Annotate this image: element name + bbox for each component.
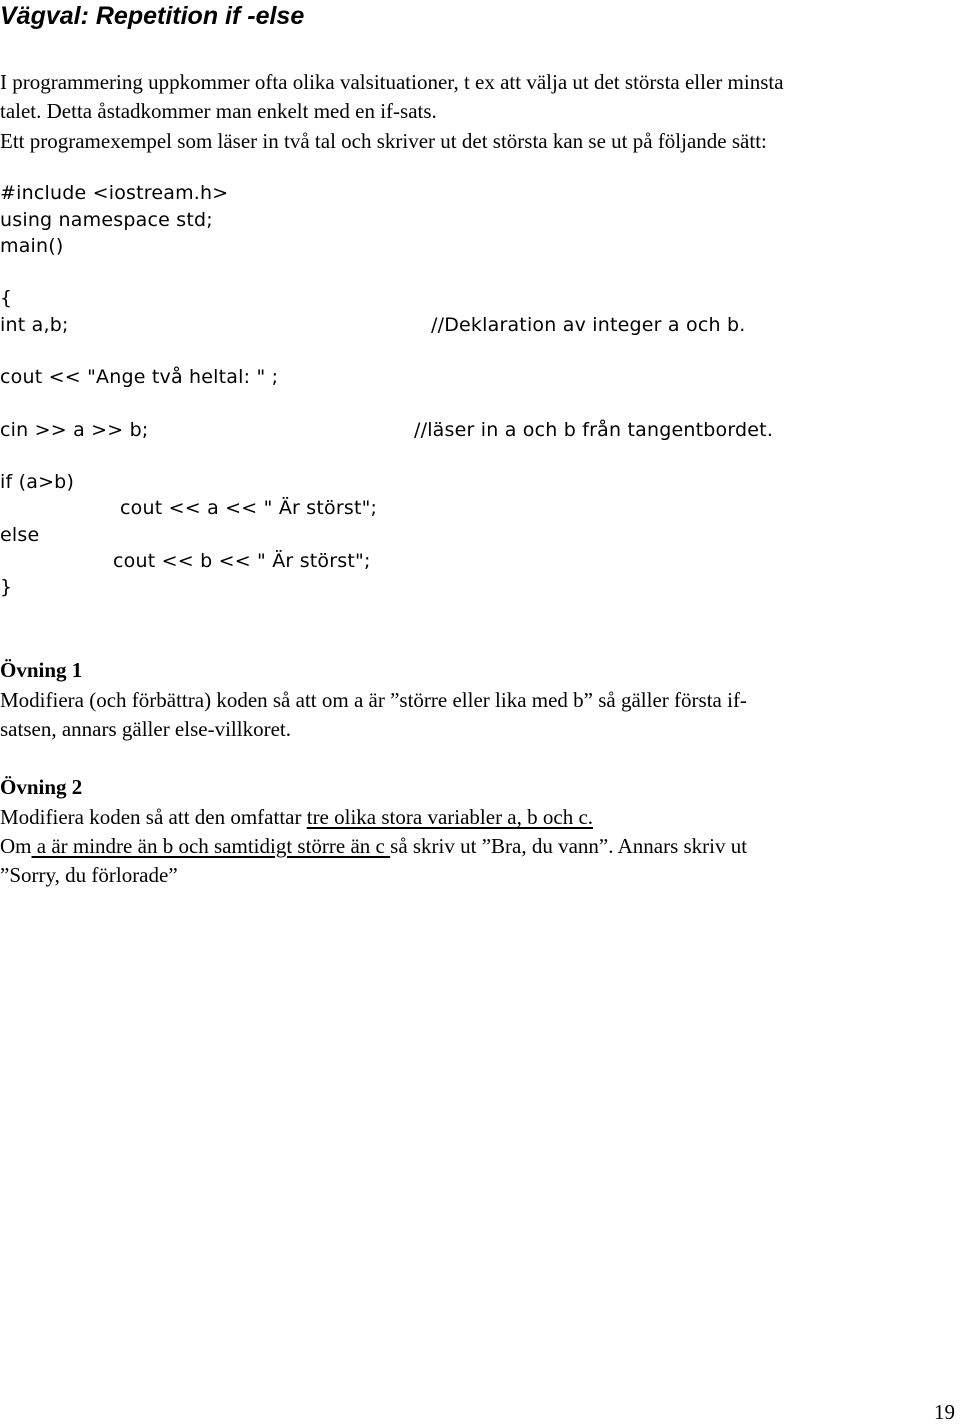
exercise-1-line-2: satsen, annars gäller else-villkoret. bbox=[0, 717, 291, 741]
page-number: 19 bbox=[934, 1400, 955, 1424]
code-line-cout-a: cout << a << " Är störst"; bbox=[120, 497, 378, 519]
code-line-cin: cin >> a >> b; bbox=[0, 419, 149, 441]
code-line-cout-b: cout << b << " Är störst"; bbox=[113, 550, 371, 572]
exercise-2-line-1-underlined: tre olika stora variabler a, b och c. bbox=[306, 805, 594, 829]
intro-line-2: talet. Detta åstadkommer man enkelt med en if-sats. bbox=[0, 99, 437, 123]
code-line-include: #include <iostream.h> bbox=[0, 182, 229, 204]
code-line-open-brace: { bbox=[0, 287, 13, 309]
exercise-2-line-3: ”Sorry, du förlorade” bbox=[0, 863, 178, 887]
exercise-2-line-2-underlined: a är mindre än b och samtidigt större än c bbox=[31, 834, 391, 858]
code-line-declaration: int a,b; bbox=[0, 314, 69, 336]
code-line-main: main() bbox=[0, 235, 64, 257]
code-comment-declaration: //Deklaration av integer a och b. bbox=[431, 314, 746, 336]
code-line-close-brace: } bbox=[0, 576, 13, 598]
code-line-else: else bbox=[0, 524, 40, 546]
exercise-2-line-1 bbox=[0, 803, 593, 832]
code-line-if: if (a>b) bbox=[0, 471, 75, 493]
code-line-using: using namespace std; bbox=[0, 209, 213, 231]
page-title: Vägval: Repetition if -else bbox=[0, 2, 305, 30]
exercise-1-heading: Övning 1 bbox=[0, 658, 83, 682]
intro-line-1: I programmering uppkommer ofta olika valsituationer, t ex att välja ut det största eller minsta bbox=[0, 70, 784, 94]
exercise-2-line-2 bbox=[0, 832, 747, 861]
code-line-cout-prompt: cout << "Ange två heltal: " ; bbox=[0, 366, 279, 388]
exercise-1-line-1: Modifiera (och förbättra) koden så att om a är ”större eller lika med b” så gäller första if- bbox=[0, 688, 747, 712]
exercise-2-line-1-text: Modifiera koden så att den omfattar bbox=[0, 805, 307, 829]
exercise-2-heading: Övning 2 bbox=[0, 775, 83, 799]
intro-line-3: Ett programexempel som läser in två tal och skriver ut det största kan se ut på följande sätt: bbox=[0, 129, 767, 153]
code-comment-cin: //läser in a och b från tangentbordet. bbox=[414, 419, 774, 441]
exercise-2-line-2-start: Om bbox=[0, 834, 32, 858]
exercise-2-line-2-end: så skriv ut ”Bra, du vann”. Annars skriv ut bbox=[390, 834, 748, 858]
